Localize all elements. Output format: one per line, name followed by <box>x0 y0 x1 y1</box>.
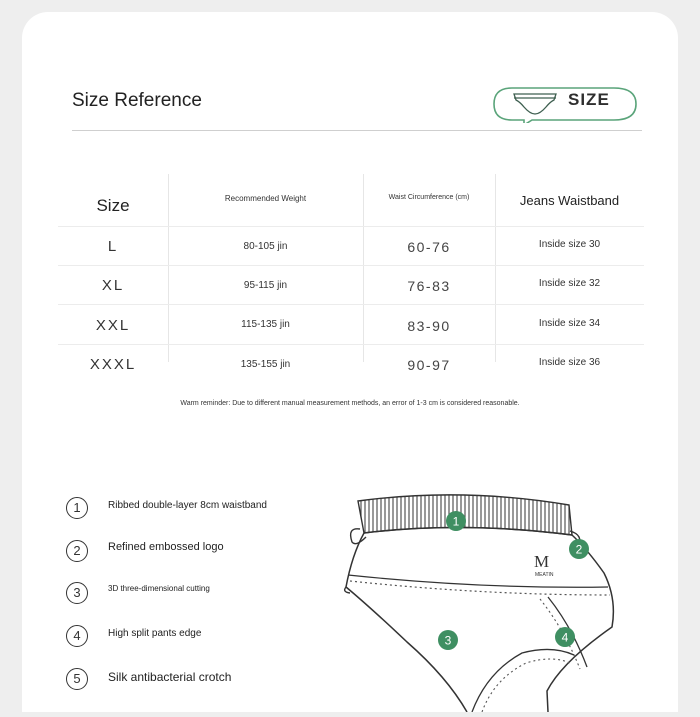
list-item <box>66 625 326 653</box>
cell-jeans: Inside size 34 <box>538 318 601 329</box>
row-divider <box>58 226 644 227</box>
warm-reminder: Warm reminder: Due to different manual measurement methods, an error of 1-3 cm is considered reasonable. <box>180 400 520 407</box>
feature-label: Silk antibacterial crotch <box>108 670 232 684</box>
feature-label: 3D three-dimensional cutting <box>108 584 210 593</box>
page-title: Size Reference <box>72 90 202 111</box>
marker-3 <box>438 630 458 650</box>
svg-text:2: 2 <box>575 542 583 557</box>
badge-outline-icon <box>490 85 640 123</box>
header-jeans: Jeans Waistband <box>519 193 620 208</box>
feature-label: Ribbed double-layer 8cm waistband <box>108 500 267 511</box>
size-guide-card <box>22 12 678 712</box>
cell-waist: 60-76 <box>407 239 451 255</box>
cell-weight: 115-135 jin <box>241 319 290 330</box>
cell-size: XL <box>101 277 125 294</box>
row-divider <box>58 265 644 266</box>
number-badge: 3 <box>66 582 88 604</box>
cell-weight: 95-115 jin <box>243 280 288 291</box>
number-badge: 4 <box>66 625 88 647</box>
cell-size: XXL <box>95 317 131 334</box>
svg-text:1: 1 <box>452 514 460 529</box>
brand-logo: M <box>534 552 550 571</box>
briefs-diagram-icon <box>312 477 652 712</box>
list-item <box>66 540 326 568</box>
feature-label: Refined embossed logo <box>108 541 224 553</box>
marker-1 <box>446 511 466 531</box>
list-item <box>66 582 326 610</box>
cell-jeans: Inside size 36 <box>538 357 601 368</box>
cell-waist: 76-83 <box>407 278 451 294</box>
number-badge: 1 <box>66 497 88 519</box>
svg-text:3: 3 <box>444 633 452 648</box>
marker-2 <box>569 539 589 559</box>
cell-weight: 135-155 jin <box>240 359 291 370</box>
list-item <box>66 668 326 696</box>
title-divider <box>72 130 642 131</box>
cell-jeans: Inside size 30 <box>538 239 601 250</box>
size-badge <box>490 85 640 123</box>
svg-text:4: 4 <box>561 630 569 645</box>
marker-4 <box>555 627 575 647</box>
row-divider <box>58 304 644 305</box>
underwear-illustration <box>312 477 652 712</box>
cell-size: XXXL <box>89 356 137 373</box>
brand-text: MEATIN <box>535 572 554 578</box>
number-badge: 2 <box>66 540 88 562</box>
header-size: Size <box>96 196 130 215</box>
size-badge-label: SIZE <box>568 90 610 109</box>
cell-size: L <box>107 238 119 255</box>
list-item <box>66 497 326 525</box>
briefs-icon <box>514 94 556 114</box>
header-weight: Recommended Weight <box>224 194 307 203</box>
cell-weight: 80-105 jin <box>243 241 288 252</box>
header-waist: Waist Circumference (cm) <box>388 194 470 201</box>
cell-waist: 90-97 <box>407 357 451 373</box>
cell-waist: 83-90 <box>407 318 451 334</box>
number-badge: 5 <box>66 668 88 690</box>
cell-jeans: Inside size 32 <box>538 278 601 289</box>
feature-label: High split pants edge <box>108 628 202 639</box>
row-divider <box>58 344 644 345</box>
